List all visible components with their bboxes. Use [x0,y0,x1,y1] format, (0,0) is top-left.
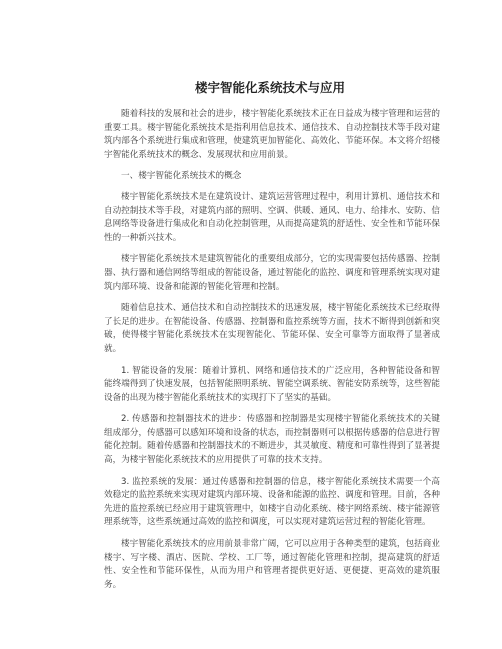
list-item-sensors-controllers: 2. 传感器和控制器技术的进步：传感器和控制器是实现楼宇智能化系统技术的关键组成部分，传感器可以感知环境和设备的状态，而控制器则可以根据传感器的信息进行智能化控制。随着传感器和控制器技术的不断进步，其灵敏度、精度和可靠性得到了显著提高，为楼宇智能化系统技术的应用提供了可靠的技术支持。 [104,414,440,466]
concept-paragraph-1: 楼宇智能化系统技术是在建筑设计、建筑运营管理过程中，利用计算机、通信技术和自动控制技术等手段，对建筑内部的照明、空调、供暖、通风、电力、给排水、安防、信息网络等设备进行集成化和自动化控制管理，从而提高建筑的舒适性、安全性和节能环保性的一种新兴技术。 [104,191,440,243]
document-title: 楼宇智能化系统技术与应用 [194,80,345,95]
concept-paragraph-2: 楼宇智能化系统技术是建筑智能化的重要组成部分，它的实现需要包括传感器、控制器、执行器和通信网络等组成的智能设备，通过智能化的监控、调度和管理系统实现对建筑内部环境、设备和能源的智能化管理和控制。 [104,254,440,292]
list-item-monitoring-system: 3. 监控系统的发展：通过传感器和控制器的信息，楼宇智能化系统技术需要一个高效稳定的监控系统来实现对建筑内部环境、设备和能源的监控、调度和管理。目前，各种先进的监控系统已经应用于建筑管理中，如楼宇自动化系统、楼宇网络系统、楼宇能源管理系统等，这些系统通过高效的监控和调度，可以实现对建筑运营过程的智能化管理。 [104,476,440,528]
intro-paragraph: 随着科技的发展和社会的进步，楼宇智能化系统技术正在日益成为楼宇管理和运营的重要工具。楼宇智能化系统技术是指利用信息技术、通信技术、自动控制技术等手段对建筑内部各个系统进行集成和管理，使建筑更加智能化、高效化、节能环保。本文将介绍楼宇智能化系统技术的概念、发展现状和应用前景。 [104,109,440,160]
list-item-smart-devices: 1. 智能设备的发展：随着计算机、网络和通信技术的广泛应用，各种智能设备和智能终端得到了快速发展，包括智能照明系统、智能空调系统、智能安防系统等，这些智能设备的出现为楼宇智能化系统技术的实现打下了坚实的基础。 [104,365,440,403]
application-prospect-paragraph: 楼宇智能化系统技术的应用前景非常广阔，它可以应用于各种类型的建筑，包括商业楼宇、写字楼、酒店、医院、学校、工厂等，通过智能化管理和控制，提高建筑的舒适性、安全性和节能环保性，从而为用户和管理者提供更好适、更便捷、更高效的建筑服务。 [104,539,440,590]
development-paragraph: 随着信息技术、通信技术和自动控制技术的迅速发展，楼宇智能化系统技术已经取得了长足的进步。在智能设备、传感器、控制器和监控系统等方面，技术不断得到创新和突破，使得楼宇智能化系统技术在实现智能化、节能环保、安全可靠等方面取得了显著成就。 [104,303,440,354]
section-heading-concept: 一、楼宇智能化系统技术的概念 [121,171,242,182]
